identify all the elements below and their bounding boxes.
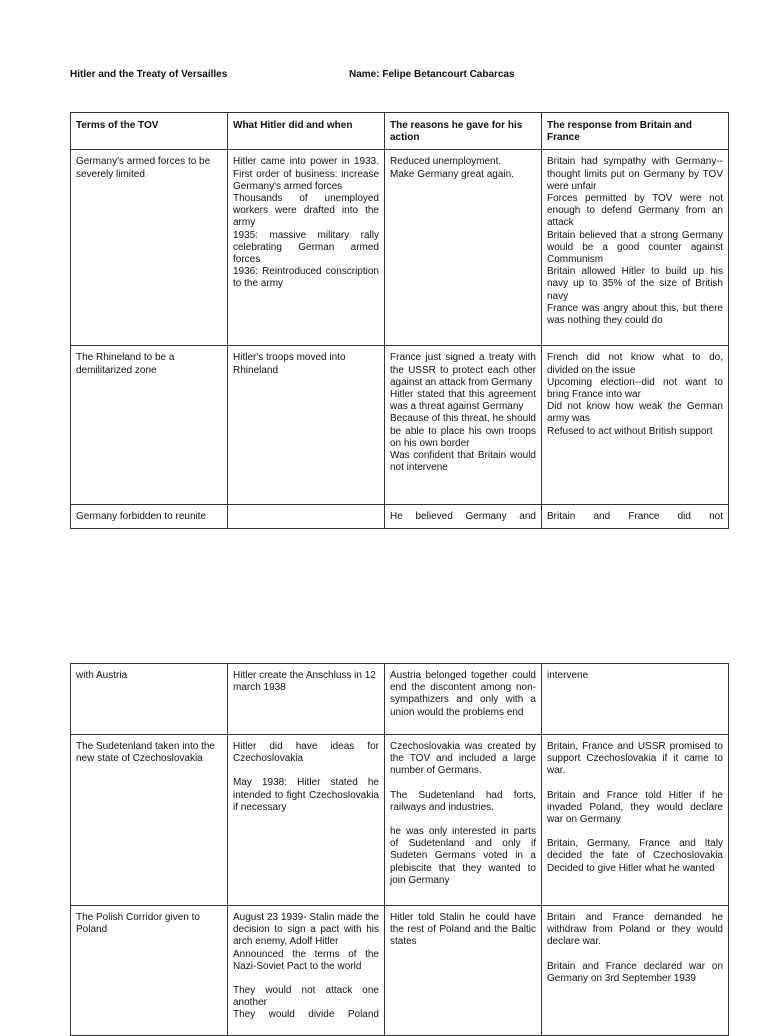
reason-line: Was confident that Britain would not intervene [390, 450, 536, 474]
term-text: The Sudetenland taken into the new state of Czechoslovakia [76, 741, 215, 765]
reason-cell [385, 346, 542, 505]
reason-line: Because of this threat, he should be able to place his own troops on his own border [390, 413, 536, 449]
action-line: Hitler's troops moved into Rhineland [233, 352, 346, 376]
reason-cell [385, 664, 542, 735]
action-cell [228, 664, 385, 735]
action-line: May 1938: Hitler stated he intended to fight Czechoslovakia if necessary [233, 777, 379, 813]
action-line: They would not attack one another [233, 985, 379, 1009]
response-line: Britain, Germany, France and Italy decided the fate of Czechoslovakia Decided to give Hitler what he wanted [547, 838, 723, 874]
treaty-table-page-2 [70, 663, 729, 1036]
table-row [71, 664, 729, 735]
action-line: They would divide Poland [233, 1009, 379, 1021]
response-cell [542, 735, 729, 906]
term-text: Germany's armed forces to be severely limited [76, 156, 211, 180]
table-row [71, 735, 729, 906]
action-line: Hitler came into power in 1933. First order of business: increase Germany's armed forces [233, 156, 379, 192]
paragraph-gap [233, 765, 379, 777]
reason-line: Czechoslovakia was created by the TOV and included a large number of Germans. [390, 741, 536, 777]
table-row [71, 150, 729, 346]
column-header-terms: Terms of the TOV [71, 113, 228, 150]
response-cell [542, 150, 729, 346]
term-cell [71, 735, 228, 906]
reason-line: Hitler told Stalin he could have the rest of Poland and the Baltic states [390, 912, 536, 948]
reason-line: France just signed a treaty with the USSR to protect each other against an attack from Germany [390, 352, 536, 388]
response-cell [542, 664, 729, 735]
paragraph-gap [233, 973, 379, 985]
student-name: Name: Felipe Betancourt Cabarcas [349, 69, 515, 80]
action-cell [228, 735, 385, 906]
response-line: France was angry about this, but there was nothing they could do [547, 302, 723, 327]
column-header-reasons: The reasons he gave for his action [385, 113, 542, 150]
response-cell [542, 906, 729, 1036]
paragraph-gap [547, 826, 723, 838]
response-line: French did not know what to do, divided on the issue [547, 352, 723, 376]
action-cell [228, 906, 385, 1036]
reason-cell [385, 150, 542, 346]
reason-line: he was only interested in parts of Sudetenland and only if Sudeten Germans voted in a plebiscite that they wanted to join Germany [390, 826, 536, 886]
action-line: Hitler did have ideas for Czechoslovakia [233, 741, 379, 765]
term-text: The Rhineland to be a demilitarized zone [76, 352, 175, 376]
paragraph-gap [547, 778, 723, 790]
paragraph-gap [547, 949, 723, 961]
column-header-response: The response from Britain and France [542, 113, 729, 150]
action-cell [228, 505, 385, 529]
reason-line: The Sudetenland had forts, railways and industries. [390, 789, 536, 813]
response-cell [542, 346, 729, 505]
response-line: Forces permitted by TOV were not enough to defend Germany from an attack [547, 193, 723, 229]
response-line: Britain believed that a strong Germany would be a good counter against Communism [547, 229, 723, 266]
document-title: Hitler and the Treaty of Versailles [70, 69, 228, 80]
action-line: Announced the terms of the Nazi-Soviet Pact to the world [233, 948, 379, 972]
term-text: The Polish Corridor given to Poland [76, 912, 200, 936]
term-text: with Austria [76, 670, 128, 681]
table-row [71, 505, 729, 529]
reason-line: Reduced unemployment. [390, 156, 502, 168]
action-line: Hitler create the Anschluss in 12 march 1938 [233, 670, 376, 694]
response-line: Britain and France did not [547, 511, 723, 523]
action-cell [228, 150, 385, 346]
response-line: Britain, France and USSR promised to support Czechoslovakia if it came to war. [547, 741, 723, 777]
term-cell [71, 664, 228, 735]
response-line: intervene [547, 670, 589, 681]
action-line: Thousands of unemployed workers were drafted into the army [233, 193, 379, 229]
table-row [71, 346, 729, 505]
term-text: Germany forbidden to reunite [76, 511, 207, 523]
response-line: Refused to act without British support [547, 425, 713, 437]
term-cell [71, 346, 228, 505]
response-line: Britain and France demanded he withdraw from Poland or they would declare war. [547, 912, 723, 948]
term-cell [71, 906, 228, 1036]
response-cell [542, 505, 729, 529]
reason-cell [385, 735, 542, 906]
table-header-row [71, 113, 729, 150]
column-header-action: What Hitler did and when [228, 113, 385, 150]
response-line: Did not know how weak the German army was [547, 401, 723, 425]
treaty-table-page-1 [70, 112, 729, 529]
response-line: Britain had sympathy with Germany--thought limits put on Germany by TOV were unfair [547, 156, 723, 192]
action-line: 1935: massive military rally celebrating German armed forces [233, 229, 379, 266]
reason-line: Make Germany great again. [390, 168, 514, 180]
action-line: August 23 1939- Stalin made the decision to sign a pact with his arch enemy, Adolf Hitler [233, 912, 379, 948]
table-row [71, 906, 729, 1036]
reason-cell [385, 505, 542, 529]
reason-line: Austria belonged together could end the discontent among non-sympathizers and only with a union would the problems end [390, 670, 536, 718]
action-cell [228, 346, 385, 505]
paragraph-gap [390, 814, 536, 826]
reason-line: He believed Germany and [390, 511, 536, 523]
reason-cell [385, 906, 542, 1036]
term-cell [71, 150, 228, 346]
paragraph-gap [390, 778, 536, 790]
response-line: Britain and France declared war on Germany on 3rd September 1939 [547, 960, 723, 984]
term-cell [71, 505, 228, 529]
response-line: Upcoming election--did not want to bring France into war [547, 376, 723, 401]
response-line: Britain and France told Hitler if he invaded Poland, they would declare war on Germany [547, 789, 723, 826]
response-line: Britain allowed Hitler to build up his navy up to 35% of the size of British navy [547, 266, 723, 302]
action-line: 1936: Reintroduced conscription to the army [233, 266, 379, 290]
reason-line: Hitler stated that this agreement was a threat against Germany [390, 389, 536, 413]
